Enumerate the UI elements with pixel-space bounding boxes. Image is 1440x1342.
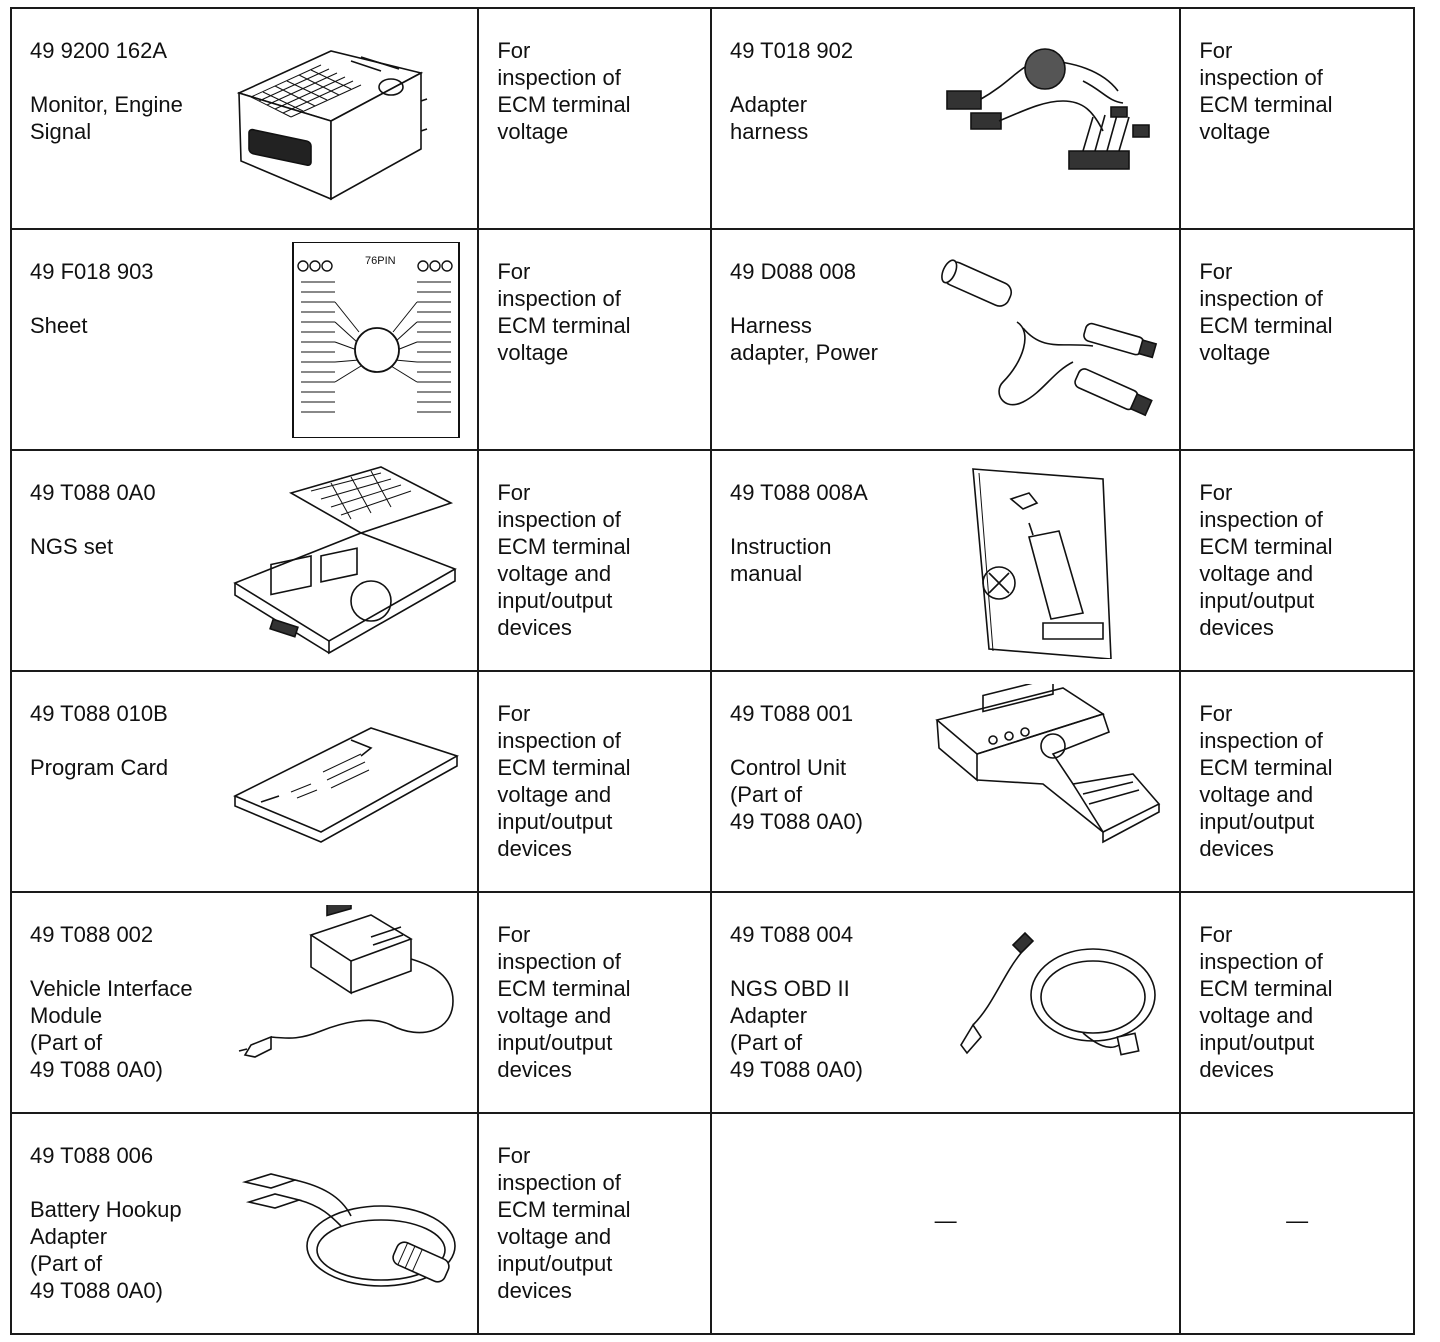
- purpose-text: For inspection of ECM terminal voltage and input/output devices: [1199, 922, 1333, 1082]
- pin-sheet-icon: [231, 242, 463, 438]
- tool-number: 49 T088 010B: [30, 701, 168, 726]
- tool-name: Adapter harness: [729, 92, 809, 144]
- table-row: [11, 229, 1414, 450]
- table-row: [11, 892, 1414, 1113]
- adapter-harness-icon: [933, 21, 1165, 217]
- purpose-text: For inspection of ECM terminal voltage and input/output devices: [497, 1143, 631, 1303]
- tool-name: Vehicle Interface Module (Part of 49 T088 0A0): [30, 976, 193, 1082]
- tool-name: Instruction manual: [729, 534, 832, 586]
- purpose-cell: [478, 1113, 711, 1334]
- purpose-text: For inspection of ECM terminal voltage: [497, 259, 631, 365]
- purpose-cell: [478, 8, 711, 229]
- tool-name: Program Card: [30, 755, 169, 780]
- instruction-manual-icon: [933, 463, 1165, 659]
- obd-adapter-cable-icon: [933, 905, 1165, 1101]
- purpose-cell: [1180, 450, 1414, 671]
- tool-number: 49 T088 008A: [729, 480, 868, 505]
- tool-name: Control Unit (Part of 49 T088 0A0): [729, 755, 863, 834]
- power-harness-adapter-icon: [933, 242, 1165, 438]
- tool-number: 49 T088 001: [729, 701, 854, 726]
- purpose-text: For inspection of ECM terminal voltage and input/output devices: [1199, 701, 1333, 861]
- tool-number: 49 D088 008: [729, 259, 856, 284]
- tool-number: 49 T088 002: [30, 922, 154, 947]
- tool-number: 49 T088 006: [30, 1143, 154, 1168]
- battery-hookup-adapter-icon: [231, 1126, 463, 1322]
- tool-number: 49 F018 903: [30, 259, 154, 284]
- program-card-icon: [231, 684, 463, 880]
- special-tools-table: [10, 7, 1415, 1335]
- empty-tool-cell: [711, 1113, 1180, 1334]
- purpose-cell: [1180, 229, 1414, 450]
- tool-cell: [11, 671, 478, 892]
- control-unit-icon: [933, 684, 1165, 880]
- tool-name: NGS OBD II Adapter (Part of 49 T088 0A0): [729, 976, 863, 1082]
- purpose-text: For inspection of ECM terminal voltage: [1199, 38, 1333, 144]
- purpose-cell: [478, 671, 711, 892]
- empty-purpose-cell: [1180, 1113, 1414, 1334]
- purpose-cell: [1180, 8, 1414, 229]
- empty-dash: —: [934, 1208, 957, 1233]
- purpose-cell: [478, 229, 711, 450]
- purpose-text: For inspection of ECM terminal voltage and input/output devices: [497, 480, 631, 640]
- tool-cell: [711, 671, 1180, 892]
- sheet-label: 76PIN: [365, 255, 396, 267]
- purpose-cell: [478, 450, 711, 671]
- tool-name: Harness adapter, Power: [729, 313, 878, 365]
- tool-cell: [11, 450, 478, 671]
- purpose-text: For inspection of ECM terminal voltage: [1199, 259, 1333, 365]
- purpose-text: For inspection of ECM terminal voltage and input/output devices: [497, 922, 631, 1082]
- tool-cell: [711, 892, 1180, 1113]
- tool-cell: [711, 8, 1180, 229]
- tool-name: Battery Hookup Adapter (Part of 49 T088 0A0): [30, 1197, 182, 1303]
- tool-cell: [11, 1113, 478, 1334]
- engine-signal-monitor-icon: [231, 21, 463, 217]
- table-row: [11, 671, 1414, 892]
- purpose-cell: [478, 892, 711, 1113]
- table-row: [11, 450, 1414, 671]
- tool-cell: [11, 892, 478, 1113]
- purpose-text: For inspection of ECM terminal voltage: [497, 38, 631, 144]
- purpose-text: For inspection of ECM terminal voltage and input/output devices: [1199, 480, 1333, 640]
- tool-number: 49 T018 902: [729, 38, 854, 63]
- table-row: [11, 8, 1414, 229]
- purpose-text: For inspection of ECM terminal voltage and input/output devices: [497, 701, 631, 861]
- tool-cell: [711, 450, 1180, 671]
- tool-cell: [711, 229, 1180, 450]
- vehicle-interface-module-icon: [231, 905, 463, 1101]
- tool-number: 49 T088 0A0: [30, 480, 156, 505]
- tool-number: 49 9200 162A: [30, 38, 168, 63]
- ngs-set-case-icon: [231, 463, 463, 659]
- tool-number: 49 T088 004: [729, 922, 854, 947]
- tool-name: NGS set: [30, 534, 114, 559]
- tool-cell: [11, 229, 478, 450]
- empty-dash: —: [1286, 1208, 1309, 1233]
- table-row: [11, 1113, 1414, 1334]
- tool-cell: [11, 8, 478, 229]
- purpose-cell: [1180, 671, 1414, 892]
- tool-name: Monitor, Engine Signal: [30, 92, 183, 144]
- tool-name: Sheet: [30, 313, 88, 338]
- purpose-cell: [1180, 892, 1414, 1113]
